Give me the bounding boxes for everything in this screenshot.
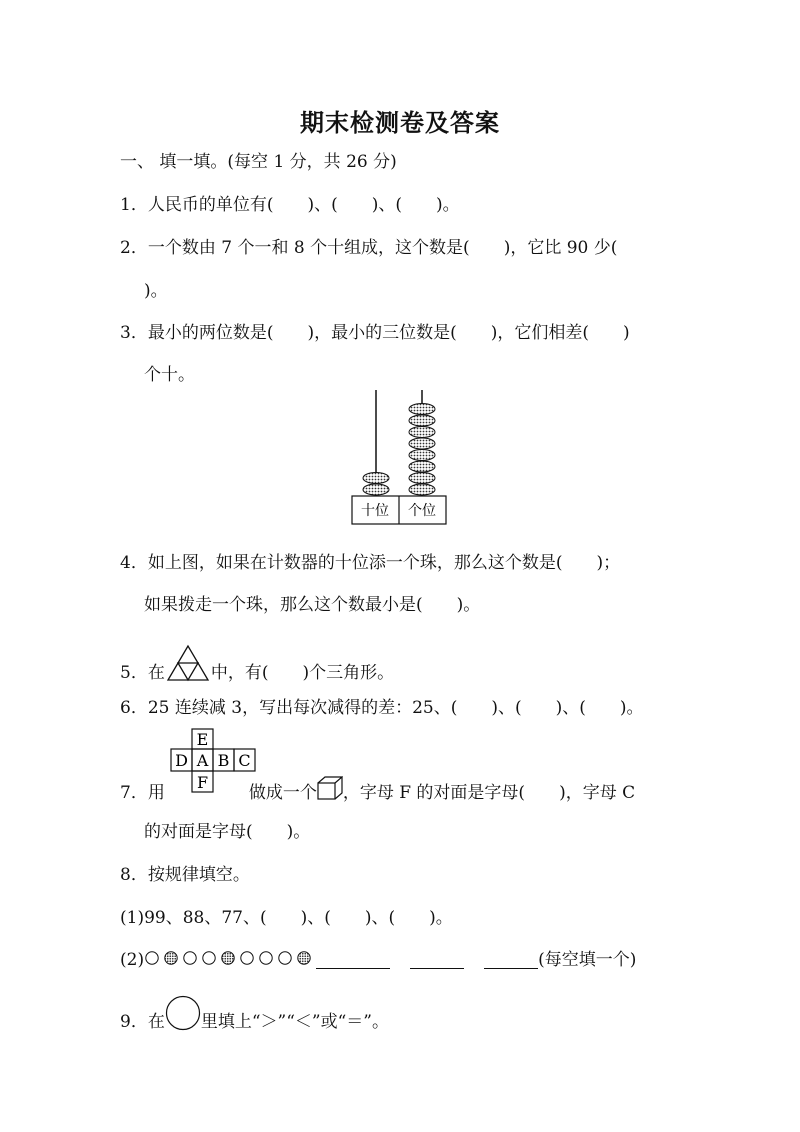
dotted-circle bbox=[222, 952, 234, 964]
net-bottom-letter: F bbox=[196, 773, 209, 792]
pattern-answer-blank-2[interactable] bbox=[410, 950, 464, 969]
question-7-prefix: 7．用 bbox=[120, 783, 165, 803]
question-5 bbox=[120, 644, 394, 685]
question-8: 8．按规律填空。 bbox=[120, 865, 250, 885]
triangle-figure bbox=[166, 644, 210, 682]
hollow-circle bbox=[146, 952, 158, 964]
question-7-suffix: ，字母 F 的对面是字母( )，字母 C bbox=[342, 783, 636, 803]
ones-beads bbox=[409, 404, 435, 496]
net-top-letter: E bbox=[196, 730, 209, 749]
question-2-line-1: 2．一个数由 7 个一和 8 个十组成，这个数是( )，它比 90 少( bbox=[120, 238, 618, 258]
ones-bead bbox=[409, 404, 435, 415]
dotted-circle bbox=[298, 952, 310, 964]
ones-bead bbox=[409, 438, 435, 449]
section-heading: 一、 填一填。(每空 1 分，共 26 分) bbox=[120, 152, 397, 172]
hollow-circle bbox=[184, 952, 196, 964]
question-3-line-1: 3．最小的两位数是( )，最小的三位数是( )，它们相差( ) bbox=[120, 323, 630, 343]
comparison-circle bbox=[165, 995, 201, 1031]
hollow-circle bbox=[241, 952, 253, 964]
question-5-suffix: 中，有( )个三角形。 bbox=[210, 663, 395, 683]
tens-bead bbox=[363, 473, 389, 484]
abacus-figure bbox=[350, 388, 450, 528]
tens-beads bbox=[363, 473, 389, 496]
ones-bead bbox=[409, 415, 435, 426]
question-4-line-1: 4．如上图，如果在计数器的十位添一个珠，那么这个数是( )； bbox=[120, 553, 621, 573]
ones-bead bbox=[409, 461, 435, 472]
net-letter-a: A bbox=[196, 751, 209, 770]
question-1: 1．人民币的单位有( )、( )、( )。 bbox=[120, 195, 460, 215]
pattern-answer-blank-1[interactable] bbox=[316, 950, 390, 969]
pattern-answer-blank-3[interactable] bbox=[484, 950, 538, 969]
question-9-suffix: 里填上“＞”“＜”或“＝”。 bbox=[200, 1012, 389, 1032]
question-7-line-1 bbox=[120, 776, 635, 805]
question-7-line-2: 的对面是字母( )。 bbox=[144, 822, 311, 842]
question-6: 6．25 连续减 3，写出每次减得的差：25、( )、( )、( )。 bbox=[120, 698, 644, 718]
ones-bead bbox=[409, 450, 435, 461]
question-8-part-2 bbox=[120, 948, 636, 972]
ones-bead bbox=[409, 473, 435, 484]
hollow-circle bbox=[260, 952, 272, 964]
ones-label: 个位 bbox=[408, 503, 436, 519]
net-letter-c: C bbox=[238, 751, 251, 770]
cube-icon bbox=[317, 776, 343, 800]
question-4-line-2: 如果拨走一个珠，那么这个数最小是( )。 bbox=[144, 595, 481, 615]
net-letter-d: D bbox=[175, 751, 188, 770]
hollow-circle bbox=[279, 952, 291, 964]
question-3-line-2: 个十。 bbox=[144, 365, 195, 385]
ones-bead bbox=[409, 427, 435, 438]
question-9 bbox=[120, 995, 389, 1034]
circle-pattern bbox=[144, 950, 316, 966]
hollow-circle bbox=[203, 952, 215, 964]
question-8-part-2-prefix: (2) bbox=[120, 950, 145, 970]
question-8-part-1: (1)99、88、77、( )、( )、( )。 bbox=[120, 908, 453, 928]
dotted-circle bbox=[165, 952, 177, 964]
tens-bead bbox=[363, 484, 389, 495]
ones-bead bbox=[409, 484, 435, 495]
net-letter-b: B bbox=[217, 751, 230, 770]
question-8-part-2-suffix: (每空填一个) bbox=[538, 950, 637, 970]
question-2-line-2: )。 bbox=[144, 281, 168, 301]
question-7-middle: 做成一个 bbox=[248, 783, 317, 803]
question-9-prefix: 9．在 bbox=[120, 1012, 165, 1032]
question-5-prefix: 5．在 bbox=[120, 663, 165, 683]
tens-label: 十位 bbox=[361, 503, 389, 519]
page-title: 期末检测卷及答案 bbox=[300, 109, 500, 137]
